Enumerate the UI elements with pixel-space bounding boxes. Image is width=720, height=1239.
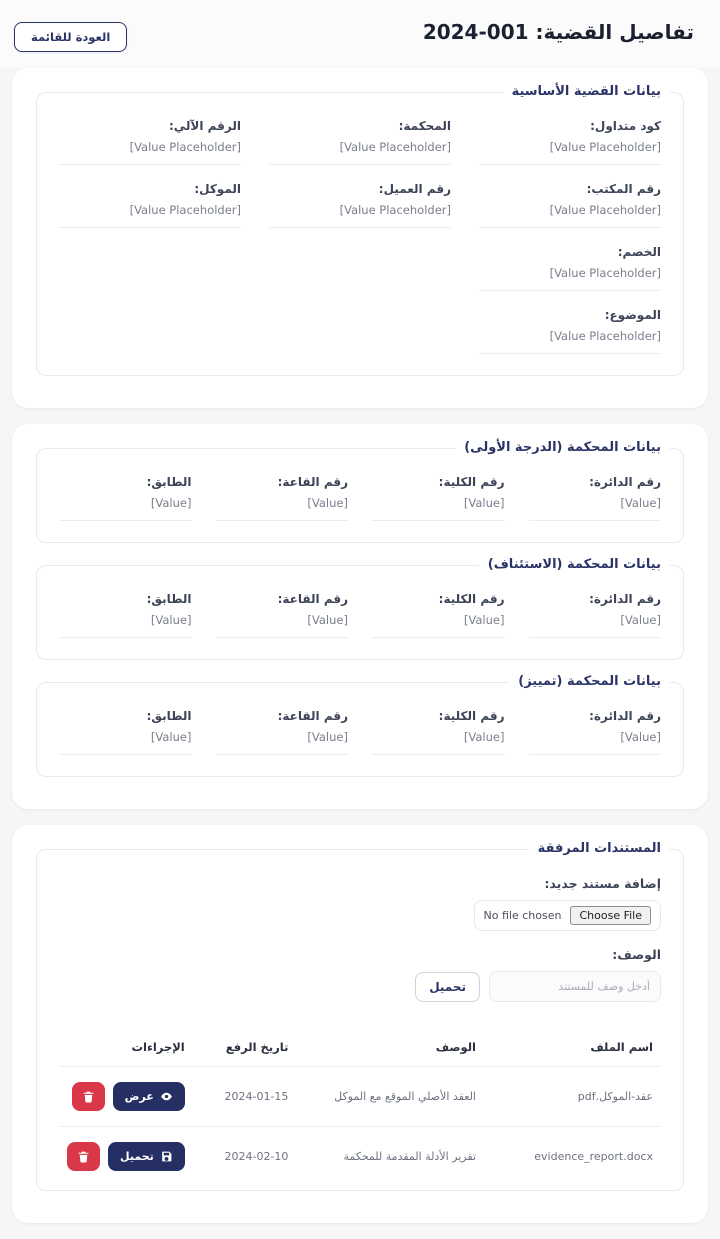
basic-case-grid — [59, 119, 661, 371]
field-subject — [479, 308, 661, 354]
eye-icon — [160, 1090, 173, 1103]
field-label: المحكمة: — [398, 119, 451, 133]
field-label: الموكل: — [194, 182, 241, 196]
field-label: الطابق: — [146, 475, 192, 489]
upload-row — [59, 971, 661, 1002]
field-circuit-number — [529, 592, 662, 638]
field-label: رقم الدائرة: — [589, 709, 661, 723]
field-label: رقم العميل: — [378, 182, 451, 196]
field-hall-number — [216, 709, 349, 755]
cell-actions — [59, 1127, 193, 1187]
field-value: [Value] — [59, 730, 192, 755]
back-to-list-button[interactable]: العودة للقائمة — [14, 22, 127, 52]
field-value: [Value] — [529, 496, 662, 521]
cell-upload-date: 2024-01-15 — [193, 1067, 297, 1127]
court-appeal-title: بيانات المحكمة (الاستئناف) — [479, 557, 670, 572]
field-label: رقم الكلية: — [438, 475, 505, 489]
add-document-label: إضافة مستند جديد: — [544, 876, 661, 891]
field-value: [Value Placeholder] — [269, 140, 451, 165]
field-label: رقم القاعة: — [277, 592, 348, 606]
court-cassation-title: بيانات المحكمة (تمييز) — [509, 674, 670, 689]
table-row — [59, 1127, 661, 1187]
field-value: [Value Placeholder] — [479, 329, 661, 354]
court-first-degree-fieldset — [36, 440, 684, 543]
basic-case-card — [12, 68, 708, 408]
download-button-label: تحميل — [120, 1150, 154, 1163]
court-appeal-fieldset — [36, 557, 684, 660]
upload-button[interactable]: تحميل — [415, 972, 480, 1002]
field-office-number — [479, 182, 661, 228]
field-label: رقم الدائرة: — [589, 592, 661, 606]
download-button[interactable] — [108, 1142, 185, 1171]
field-client-number — [269, 182, 451, 228]
field-opponent — [479, 245, 661, 291]
description-input[interactable] — [489, 971, 661, 1002]
field-label: الطابق: — [146, 592, 192, 606]
field-value: [Value] — [372, 613, 505, 638]
field-value: [Value] — [216, 496, 349, 521]
field-value: [Value Placeholder] — [269, 203, 451, 228]
cell-file-name: evidence_report.docx — [484, 1127, 661, 1187]
file-upload-input[interactable] — [474, 900, 661, 931]
trash-icon — [77, 1150, 90, 1163]
no-file-chosen-text: No file chosen — [483, 909, 562, 922]
header-description: الوصف — [435, 1040, 476, 1054]
field-value: [Value] — [59, 613, 192, 638]
actions-group — [67, 1142, 185, 1171]
field-value: [Value Placeholder] — [479, 266, 661, 291]
field-hall-number — [216, 592, 349, 638]
documents-section-title: المستندات المرفقة — [529, 841, 670, 856]
cell-actions — [59, 1067, 193, 1127]
cell-description: العقد الأصلي الموقع مع الموكل — [296, 1067, 484, 1127]
court-cassation-grid — [59, 709, 661, 772]
delete-button[interactable] — [72, 1082, 105, 1111]
cell-upload-date: 2024-02-10 — [193, 1127, 297, 1187]
header-actions: الإجراءات — [131, 1040, 185, 1054]
header-upload-date: تاريخ الرفع — [225, 1040, 289, 1054]
field-label: الخصم: — [617, 245, 661, 259]
field-floor — [59, 475, 192, 521]
field-value: [Value Placeholder] — [59, 140, 241, 165]
basic-case-section-title: بيانات القضية الأساسية — [503, 84, 670, 99]
documents-card — [12, 825, 708, 1223]
field-label: كود متداول: — [590, 119, 661, 133]
court-first-degree-title: بيانات المحكمة (الدرجة الأولى) — [455, 440, 670, 455]
table-row — [59, 1067, 661, 1127]
field-label: الموضوع: — [604, 308, 661, 322]
field-college-number — [372, 592, 505, 638]
documents-table — [59, 1030, 661, 1186]
field-value: [Value] — [529, 730, 662, 755]
header-file-name: اسم الملف — [590, 1040, 653, 1054]
field-label: رقم الدائرة: — [589, 475, 661, 489]
save-icon — [160, 1150, 173, 1163]
field-value: [Value Placeholder] — [479, 203, 661, 228]
field-value: [Value] — [216, 613, 349, 638]
field-circuit-number — [529, 475, 662, 521]
choose-file-button[interactable]: Choose File — [570, 906, 651, 925]
field-value: [Value] — [216, 730, 349, 755]
actions-group — [67, 1082, 185, 1111]
documents-fieldset — [36, 841, 684, 1191]
court-sections-card — [12, 424, 708, 809]
field-label: رقم الكلية: — [438, 592, 505, 606]
court-appeal-grid — [59, 592, 661, 655]
field-circuit-number — [529, 709, 662, 755]
field-principal — [59, 182, 241, 228]
field-floor — [59, 592, 192, 638]
field-floor — [59, 709, 192, 755]
basic-case-fieldset — [36, 84, 684, 376]
page-header — [0, 0, 720, 68]
table-header-row — [59, 1030, 661, 1067]
field-label: الرقم الآلي: — [168, 119, 241, 133]
field-label: رقم القاعة: — [277, 709, 348, 723]
field-label: رقم القاعة: — [277, 475, 348, 489]
trash-icon — [82, 1090, 95, 1103]
field-value: [Value] — [529, 613, 662, 638]
field-label: رقم المكتب: — [586, 182, 661, 196]
field-label: رقم الكلية: — [438, 709, 505, 723]
field-auto-number — [59, 119, 241, 165]
description-label: الوصف: — [612, 947, 661, 962]
cell-description: تقرير الأدلة المقدمة للمحكمة — [296, 1127, 484, 1187]
delete-button[interactable] — [67, 1142, 100, 1171]
field-college-number — [372, 709, 505, 755]
cell-file-name: عقد-الموكل.pdf — [484, 1067, 661, 1127]
field-value: [Value Placeholder] — [479, 140, 661, 165]
field-value: [Value] — [59, 496, 192, 521]
field-trading-code — [479, 119, 661, 165]
field-value: [Value] — [372, 730, 505, 755]
field-value: [Value Placeholder] — [59, 203, 241, 228]
view-button-label: عرض — [124, 1090, 154, 1103]
court-first-degree-grid — [59, 475, 661, 538]
field-label: الطابق: — [146, 709, 192, 723]
page-title: تفاصيل القضية: 001-2024 — [422, 20, 694, 44]
field-value: [Value] — [372, 496, 505, 521]
view-button[interactable] — [113, 1082, 185, 1111]
field-hall-number — [216, 475, 349, 521]
field-college-number — [372, 475, 505, 521]
field-court — [269, 119, 451, 165]
court-cassation-fieldset — [36, 674, 684, 777]
